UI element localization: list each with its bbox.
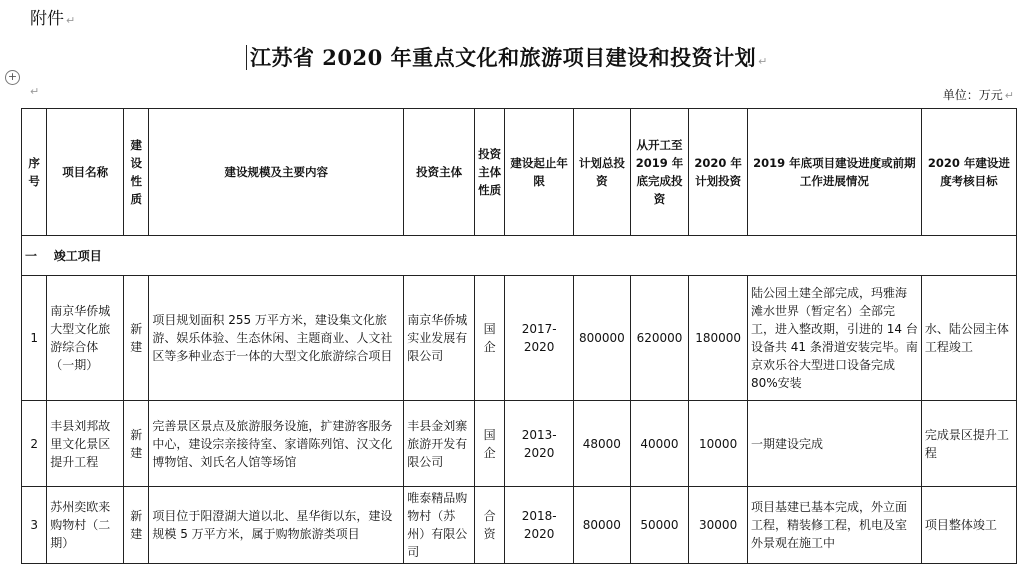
cell-no: 2 — [22, 401, 47, 487]
cell-content: 项目规划面积 255 万平方米，建设集文化旅游、娱乐体验、生态休闲、主题商业、人文社区等多种业态于一体的大型文化旅游综合项目 — [149, 276, 404, 401]
cell-nature: 新建 — [124, 487, 149, 564]
cell-plan2020: 30000 — [689, 487, 748, 564]
header-content: 建设规模及主要内容 — [149, 109, 404, 236]
cell-no: 3 — [22, 487, 47, 564]
section-row — [22, 236, 1017, 276]
paragraph-mark: ↵ — [758, 55, 768, 68]
cell-content: 项目位于阳澄湖大道以北、星华街以东，建设规模 5 万平方米，属于购物旅游类项目 — [149, 487, 404, 564]
header-target2020: 2020 年建设进度考核目标 — [921, 109, 1016, 236]
unit-label: 单位：万元 ↵ — [942, 88, 1014, 102]
page-title-wrap — [246, 42, 806, 72]
cell-plan2020: 10000 — [689, 401, 748, 487]
table-row — [22, 487, 1017, 564]
attachment-label: 附件 ↵ — [30, 9, 76, 29]
cell-name: 苏州奕欧来购物村（二期） — [47, 487, 124, 564]
cell-target2020: 项目整体竣工 — [921, 487, 1016, 564]
cell-name: 南京华侨城大型文化旅游综合体（一期） — [47, 276, 124, 401]
table-header-row — [22, 109, 1017, 236]
paragraph-mark: ↵ — [66, 14, 76, 27]
cell-investor-nature: 国企 — [474, 276, 504, 401]
header-total: 计划总投资 — [574, 109, 631, 236]
table-row — [22, 276, 1017, 401]
cell-target2020: 水、陆公园主体工程竣工 — [921, 276, 1016, 401]
cell-investor: 唯泰精品购物村（苏州）有限公司 — [404, 487, 475, 564]
cell-progress2019: 项目基建已基本完成，外立面工程，精装修工程，机电及室外景观在施工中 — [747, 487, 921, 564]
cell-content: 完善景区景点及旅游服务设施，扩建游客服务中心，建设宗亲接待室、家谱陈列馆、汉文化博物馆、刘氏名人馆等场馆 — [149, 401, 404, 487]
cell-investor-nature: 合资 — [474, 487, 504, 564]
cell-plan2020: 180000 — [689, 276, 748, 401]
cell-period: 2017-2020 — [505, 276, 574, 401]
cell-progress2019: 一期建设完成 — [747, 401, 921, 487]
cell-investor: 南京华侨城实业发展有限公司 — [404, 276, 475, 401]
cell-progress2019: 陆公园土建全部完成，玛雅海滩水世界（暂定名）全部完工，进入整改期，引进的 14 台设备共 41 条滑道安装完毕。南京欢乐谷大型进口设备完成 80%安装 — [747, 276, 921, 401]
cell-nature: 新建 — [124, 276, 149, 401]
section-cell — [22, 236, 1017, 276]
table-row — [22, 401, 1017, 487]
cell-cumulative: 40000 — [630, 401, 689, 487]
cell-total: 80000 — [574, 487, 631, 564]
cell-investor: 丰县金刘寨旅游开发有限公司 — [404, 401, 475, 487]
header-plan2020: 2020 年计划投资 — [689, 109, 748, 236]
header-investor-nature: 投资主体性质 — [474, 109, 504, 236]
cell-nature: 新建 — [124, 401, 149, 487]
cell-period: 2013-2020 — [505, 401, 574, 487]
paragraph-mark: ↵ — [30, 85, 40, 98]
cell-total: 800000 — [574, 276, 631, 401]
cell-cumulative: 50000 — [630, 487, 689, 564]
cell-no: 1 — [22, 276, 47, 401]
table-move-handle-icon[interactable]: + — [5, 70, 20, 85]
header-period: 建设起止年限 — [505, 109, 574, 236]
page-title: 江苏省 2020 年重点文化和旅游项目建设和投资计划 — [246, 45, 756, 70]
cell-target2020: 完成景区提升工程 — [921, 401, 1016, 487]
cell-investor-nature: 国企 — [474, 401, 504, 487]
header-name: 项目名称 — [47, 109, 124, 236]
header-investor: 投资主体 — [404, 109, 475, 236]
project-plan-table — [21, 108, 1017, 564]
cell-name: 丰县刘邦故里文化景区提升工程 — [47, 401, 124, 487]
header-cumulative: 从开工至 2019 年底完成投资 — [630, 109, 689, 236]
section-number: 一 — [25, 248, 38, 263]
header-no: 序号 — [22, 109, 47, 236]
header-nature: 建设性质 — [124, 109, 149, 236]
cell-period: 2018-2020 — [505, 487, 574, 564]
cell-cumulative: 620000 — [630, 276, 689, 401]
header-progress2019: 2019 年底项目建设进度或前期工作进展情况 — [747, 109, 921, 236]
cell-total: 48000 — [574, 401, 631, 487]
section-label: 竣工项目 — [53, 248, 102, 263]
